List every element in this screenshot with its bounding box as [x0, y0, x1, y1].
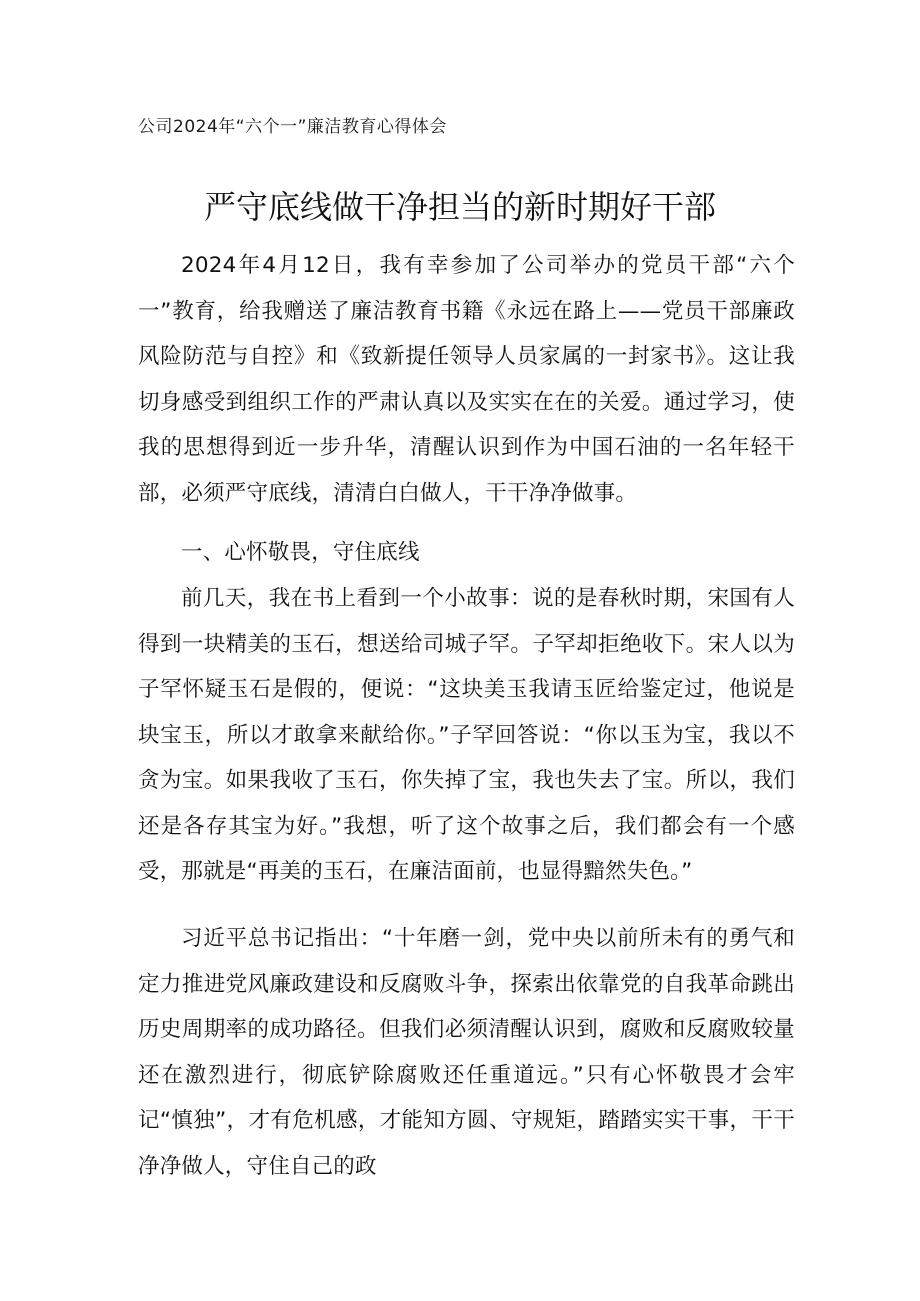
document-title: 严守底线做干净担当的新时期好干部: [203, 188, 716, 226]
paragraph-quote: 习近平总书记指出：“十年磨一剑，党中央以前所未有的勇气和定力推进党风廉政建设和反腐败斗争，探索出依靠党的自我革命跳出历史周期率的成功路径。但我们必须清醒认识到，腐败和反腐败较量还在激烈进行，彻底铲除腐败还任重道远。”只有心怀敬畏才会牢记“慎独”，才有危机感，才能知方圆、守规矩，踏踏实实干事，干干净净做人，守住自己的政: [138, 926, 795, 1179]
paragraph-block-story: [138, 576, 795, 895]
paragraph-story: 前几天，我在书上看到一个小故事：说的是春秋时期，宋国有人得到一块精美的玉石，想送给司城子罕。子罕却拒绝收下。宋人以为子罕怀疑玉石是假的，便说：“这块美玉我请玉匠给鉴定过，他说是块宝玉，所以才敢拿来献给你。”子罕回答说：“你以玉为宝，我以不贪为宝。如果我收了玉石，你失掉了宝，我也失去了宝。所以，我们还是各存其宝为好。”我想，听了这个故事之后，我们都会有一个感受，那就是“再美的玉石，在廉洁面前，也显得黯然失色。”: [138, 586, 795, 884]
paragraph-intro: 2024年4月12日，我有幸参加了公司举办的党员干部“六个一”教育，给我赠送了廉洁教育书籍《永远在路上——党员干部廉政风险防范与自控》和《致新提任领导人员家属的一封家书》。这让我切身感受到组织工作的严肃认真以及实实在在的关爱。通过学习，使我的思想得到近一步升华，清醒认识到作为中国石油的一名年轻干部，必须严守底线，清清白白做人，干干净净做事。: [138, 253, 795, 506]
paragraph-block-quote: [138, 916, 795, 1189]
section-heading-block: [138, 530, 795, 576]
section-heading: 一、心怀敬畏，守住底线: [181, 540, 420, 565]
document-header: 公司2024年“六个一”廉洁教育心得体会: [138, 117, 447, 137]
paragraph-block-intro: [138, 243, 795, 516]
